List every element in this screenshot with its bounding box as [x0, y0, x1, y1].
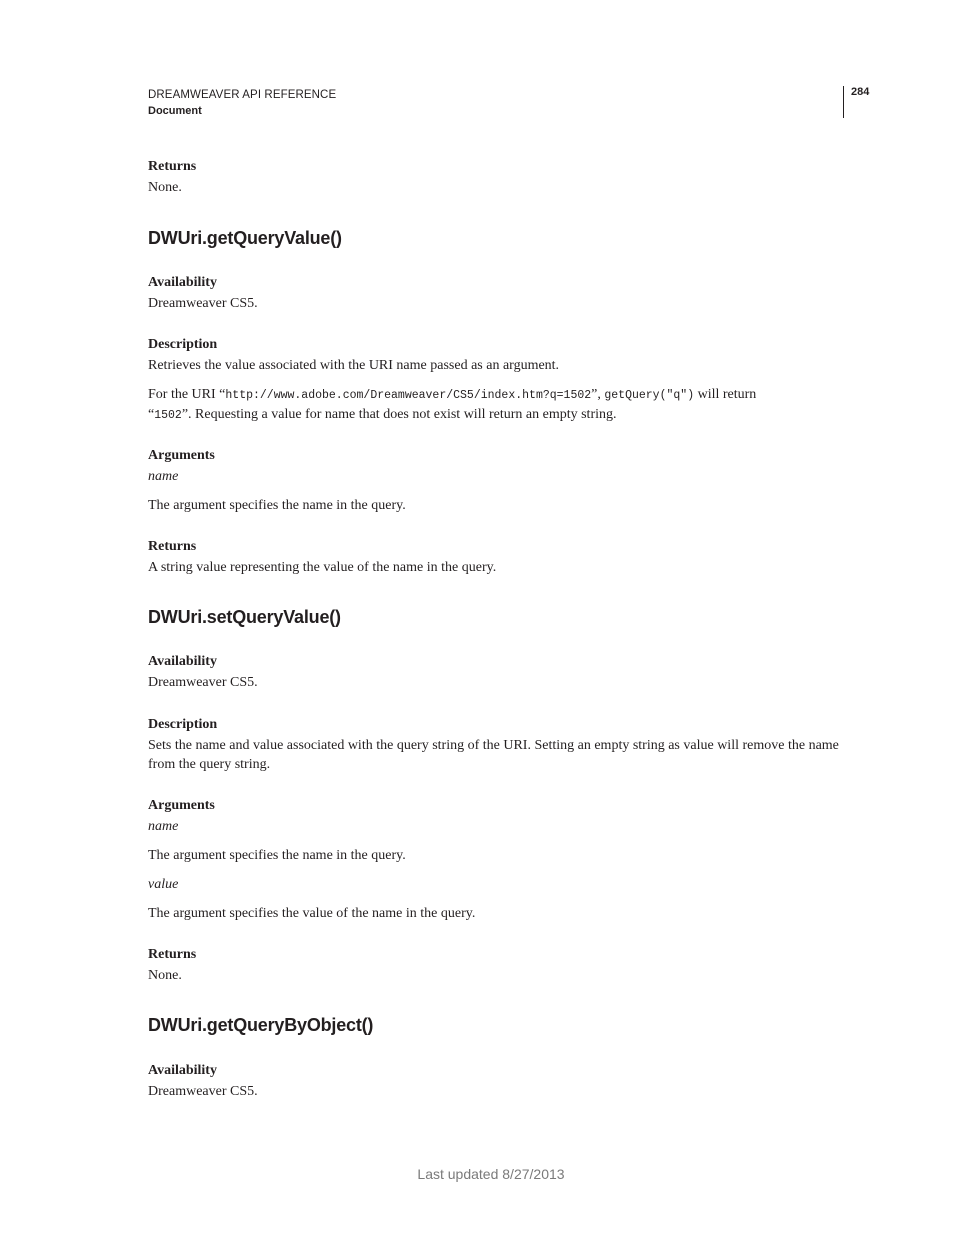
argument-value: value — [148, 877, 179, 892]
argument-name-description: The argument specifies the name in the query. — [148, 848, 406, 863]
argument-name: name — [148, 469, 179, 484]
description-heading: Description — [148, 717, 218, 732]
example-suffix: will return — [694, 387, 757, 402]
availability-text: Dreamweaver CS5. — [148, 296, 258, 311]
returns-text: None. — [148, 968, 182, 983]
availability-heading: Availability — [148, 275, 217, 290]
header-divider — [843, 86, 844, 118]
example-tail: ”. Requesting a value for name that does not exist will return an empty string. — [181, 407, 617, 422]
returns-text: A string value representing the value of the name in the query. — [148, 560, 497, 575]
section-title-get-query-by-object: DWUri.getQueryByObject() — [148, 1015, 374, 1035]
section-name: Document — [148, 105, 202, 117]
example-prefix: For the URI “ — [148, 387, 226, 402]
description-text: Sets the name and value associated with the query string of the URI. Setting an empty string as value will remove the name from the query string. — [148, 738, 839, 772]
example-open-quote: “ — [148, 407, 155, 422]
argument-name-description: The argument specifies the name in the query. — [148, 498, 406, 513]
example-mid: ”, — [591, 387, 605, 402]
availability-text: Dreamweaver CS5. — [148, 1084, 258, 1099]
returns-heading: Returns — [148, 539, 197, 554]
example-paragraph — [148, 385, 838, 425]
argument-value-description: The argument specifies the value of the name in the query. — [148, 906, 476, 921]
availability-text: Dreamweaver CS5. — [148, 675, 258, 690]
section-title-get-query-value: DWUri.getQueryValue() — [148, 228, 342, 248]
running-header — [148, 87, 336, 119]
arguments-heading: Arguments — [148, 798, 215, 813]
page-number: 284 — [851, 86, 870, 98]
returns-heading: Returns — [148, 947, 197, 962]
returns-text: None. — [148, 180, 182, 195]
section-title-set-query-value: DWUri.setQueryValue() — [148, 607, 341, 627]
arguments-heading: Arguments — [148, 448, 215, 463]
example-result-code: 1502 — [154, 409, 182, 422]
document-title: DREAMWEAVER API REFERENCE — [148, 89, 337, 101]
example-uri-code: http://www.adobe.com/Dreamweaver/CS5/index.htm?q=1502 — [225, 389, 592, 402]
description-text: Retrieves the value associated with the URI name passed as an argument. — [148, 358, 560, 373]
last-updated-footer: Last updated 8/27/2013 — [417, 1166, 565, 1182]
description-heading: Description — [148, 337, 218, 352]
example-call-code: getQuery("q") — [604, 389, 695, 402]
returns-heading: Returns — [148, 159, 197, 174]
availability-heading: Availability — [148, 1063, 217, 1078]
argument-name: name — [148, 819, 179, 834]
availability-heading: Availability — [148, 654, 217, 669]
